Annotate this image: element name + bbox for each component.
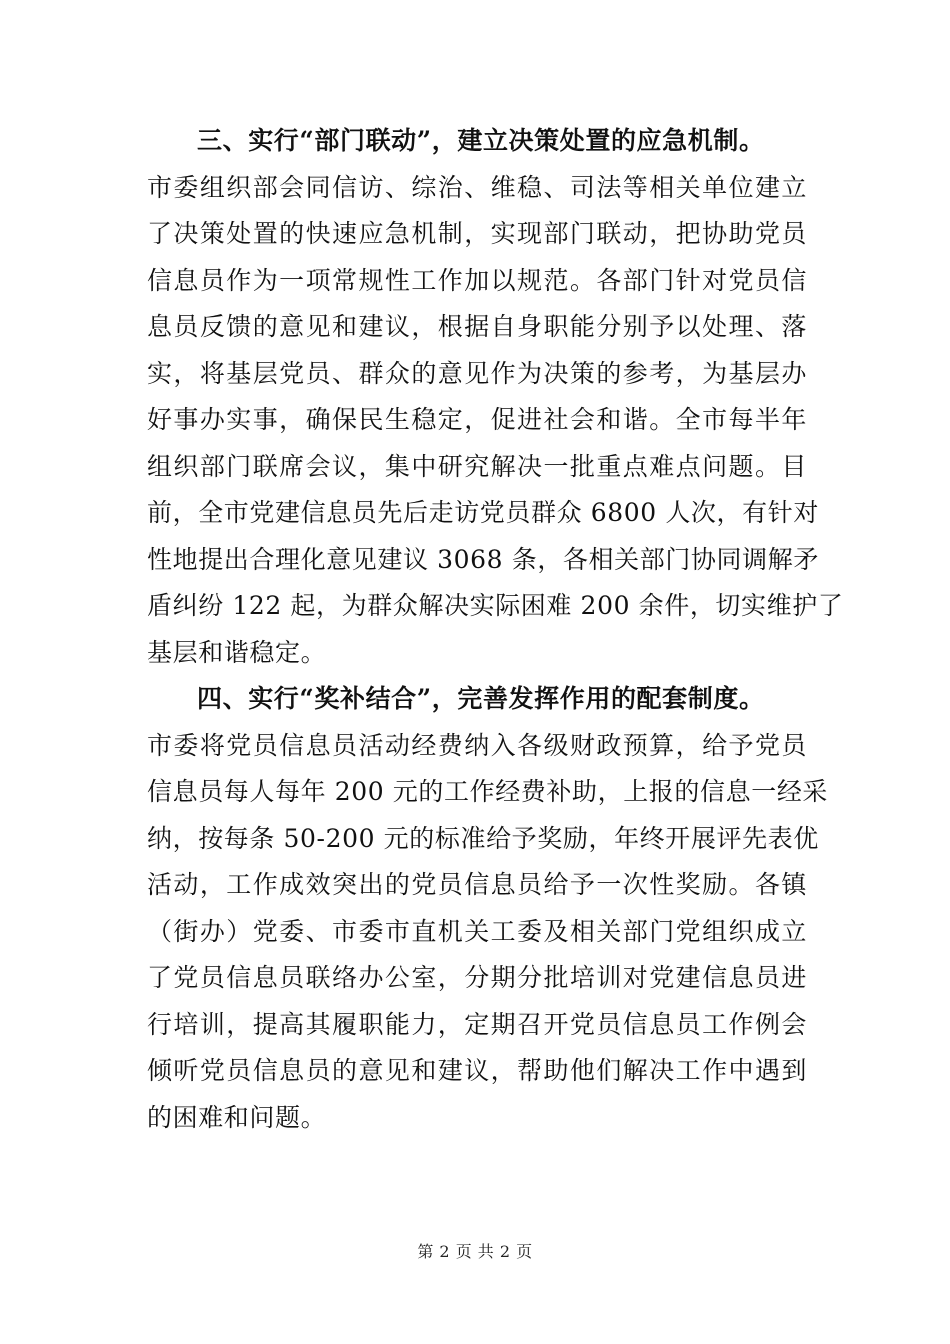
paragraph-line: 组织部门联席会议，集中研究解决一批重点难点问题。目 [147, 451, 807, 481]
section-heading-4: 四、实行“奖补结合”，完善发挥作用的配套制度。 [197, 684, 765, 713]
paragraph-line: 行培训，提高其履职能力，定期召开党员信息员工作例会 [147, 1009, 807, 1039]
page-number-footer: 第 2 页 共 2 页 [417, 1242, 533, 1261]
paragraph-line: 信息员每人每年 200 元的工作经费补助，上报的信息一经采 [147, 777, 829, 806]
paragraph-line: 倾听党员信息员的意见和建议，帮助他们解决工作中遇到 [147, 1056, 807, 1085]
paragraph-line: 活动，工作成效突出的党员信息员给予一次性奖励。各镇 [147, 870, 807, 899]
paragraph-line: 好事办实事，确保民生稳定，促进社会和谐。全市每半年 [147, 405, 807, 434]
paragraph-line: 了党员信息员联络办公室，分期分批培训对党建信息员进 [147, 963, 807, 992]
paragraph-line: 息员反馈的意见和建议，根据自身职能分别予以处理、落 [147, 312, 807, 341]
paragraph-line: 市委将党员信息员活动经费纳入各级财政预算，给予党员 [147, 730, 807, 760]
paragraph-line: 前，全市党建信息员先后走访党员群众 6800 人次，有针对 [147, 498, 819, 527]
paragraph-line: 市委组织部会同信访、综治、维稳、司法等相关单位建立 [147, 172, 807, 202]
paragraph-line: 盾纠纷 122 起，为群众解决实际困难 200 余件，切实维护了 [147, 591, 844, 620]
paragraph-line: 纳，按每条 50-200 元的标准给予奖励，年终开展评先表优 [147, 823, 819, 853]
paragraph-line: 了决策处置的快速应急机制，实现部门联动，把协助党员 [147, 219, 807, 248]
paragraph-line: 实，将基层党员、群众的意见作为决策的参考，为基层办 [147, 358, 807, 388]
paragraph-line: 性地提出合理化意见建议 3068 条，各相关部门协同调解矛 [147, 544, 819, 574]
paragraph-line: （街办）党委、市委市直机关工委及相关部门党组织成立 [147, 916, 807, 946]
paragraph-line: 基层和谐稳定。 [147, 637, 327, 667]
paragraph-line: 信息员作为一项常规性工作加以规范。各部门针对党员信 [147, 265, 807, 295]
section-heading-3: 三、实行“部门联动”，建立决策处置的应急机制。 [197, 126, 765, 155]
paragraph-line: 的困难和问题。 [147, 1102, 327, 1132]
document-body [147, 118, 844, 1141]
